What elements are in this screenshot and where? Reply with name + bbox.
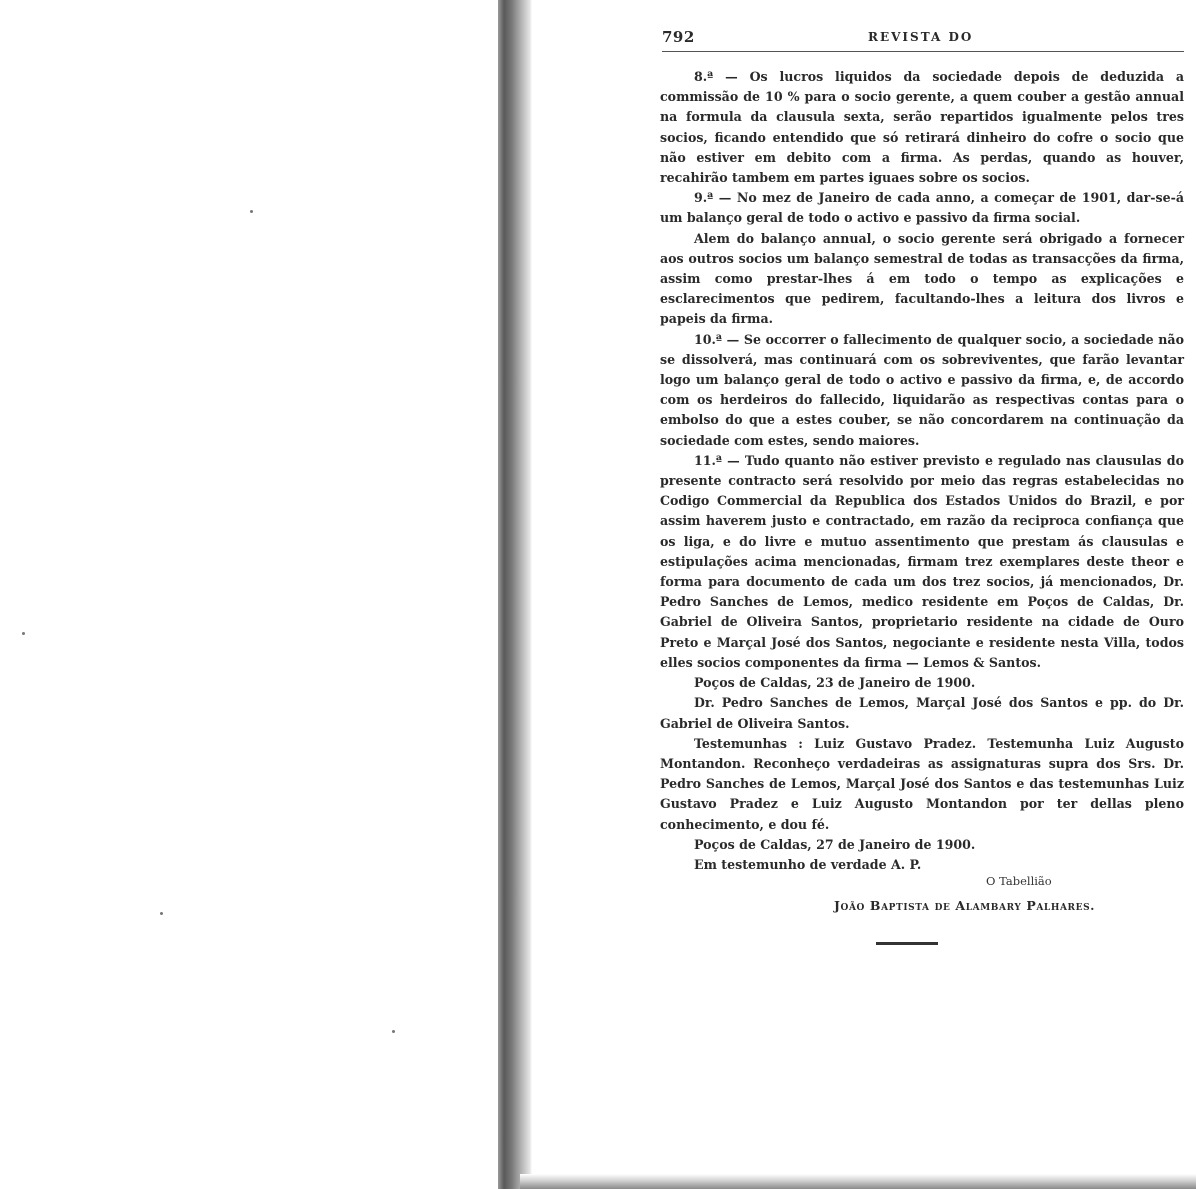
balance-paragraph: Alem do balanço annual, o socio gerente será obrigado a fornecer aos outros socios um balanço semestral de todas as transacções da firma, assim como prestar-lhes á em todo o tempo as explicações e esclarecimentos que pedirem, facultando-lhes a leitura dos livros e papeis da firma. [660, 230, 1184, 327]
facing-blank-page [0, 0, 500, 1189]
page-number: 792 [662, 28, 695, 46]
attestation-line: Em testemunho de verdade A. P. [694, 856, 922, 872]
page-bottom-shadow [520, 1174, 1196, 1189]
clause-8-paragraph: 8.ª — Os lucros liquidos da sociedade depois de deduzida a commissão de 10 % para o socio gerente, a quem couber a gestão annual na formula da clausula sexta, serão repartidos igualmente pelos tres socios, ficando entendido que só retirará dinheiro do cofre o socio que não estiver em debito com a firma. As perdas, quando as houver, recahirão tambem em partes iguaes sobre os socios. [660, 69, 1184, 186]
running-title: REVISTA DO [868, 30, 974, 44]
witnesses-paragraph: Testemunhas : Luiz Gustavo Pradez. Testemunha Luiz Augusto Montandon. Reconheço verdadeiras as assignaturas supra dos Srs. Dr. Pedro Sanches de Lemos, Marçal José dos Santos e das testemunhas Luiz Gustavo Pradez e Luiz Augusto Montandon por ter dellas pleno conhecimento, e dou fé. [660, 735, 1184, 832]
running-head [662, 28, 1184, 48]
end-rule [876, 942, 938, 945]
paper-speck [22, 632, 25, 635]
notary-title: O Tabellião [986, 874, 1052, 888]
signatories-paragraph: Dr. Pedro Sanches de Lemos, Marçal José dos Santos e pp. do Dr. Gabriel de Oliveira Santos. [660, 695, 1184, 731]
header-rule [662, 51, 1184, 52]
contract-text [660, 67, 1184, 875]
paper-speck [392, 1030, 395, 1033]
date-line-1: Poços de Caldas, 23 de Janeiro de 1900. [694, 675, 976, 691]
notary-name: João Baptista de Alambary Palhares. [834, 898, 1096, 913]
clause-11-paragraph: 11.ª — Tudo quanto não estiver previsto e regulado nas clausulas do presente contracto será resolvido por meio das regras estabelecidas no Codigo Commercial da Republica dos Estados Unidos do Brazil, e por assim haverem justo e contractado, em razão da reciproca confiança que os liga, e do livre e mutuo assentimento que prestam ás clausulas e estipulações acima mencionadas, firmam trez exemplares deste theor e forma para documento de cada um dos trez socios, já mencionados, Dr. Pedro Sanches de Lemos, medico residente em Poços de Caldas, Dr. Gabriel de Oliveira Santos, proprietario residente na cidade de Ouro Preto e Marçal José dos Santos, negociante e residente nesta Villa, todos elles socios componentes da firma — Lemos & Santos. [660, 452, 1184, 670]
date-line-2: Poços de Caldas, 27 de Janeiro de 1900. [694, 836, 976, 852]
paper-speck [160, 912, 163, 915]
clause-10-paragraph: 10.ª — Se occorrer o fallecimento de qualquer socio, a sociedade não se dissolverá, mas continuará com os sobreviventes, que farão levantar logo um balanço geral de todo o activo e passivo da firma, e, de accordo com os herdeiros do fallecido, liquidarão as respectivas contas para o embolso do que a estes couber, se não concordarem na continuação da sociedade com estes, sendo maiores. [660, 331, 1184, 448]
clause-9-paragraph: 9.ª — No mez de Janeiro de cada anno, a começar de 1901, dar-se-á um balanço geral de todo o activo e passivo da firma social. [660, 190, 1184, 226]
paper-speck [250, 210, 253, 213]
book-binding-gutter [498, 0, 532, 1189]
document-page [540, 0, 1184, 1170]
